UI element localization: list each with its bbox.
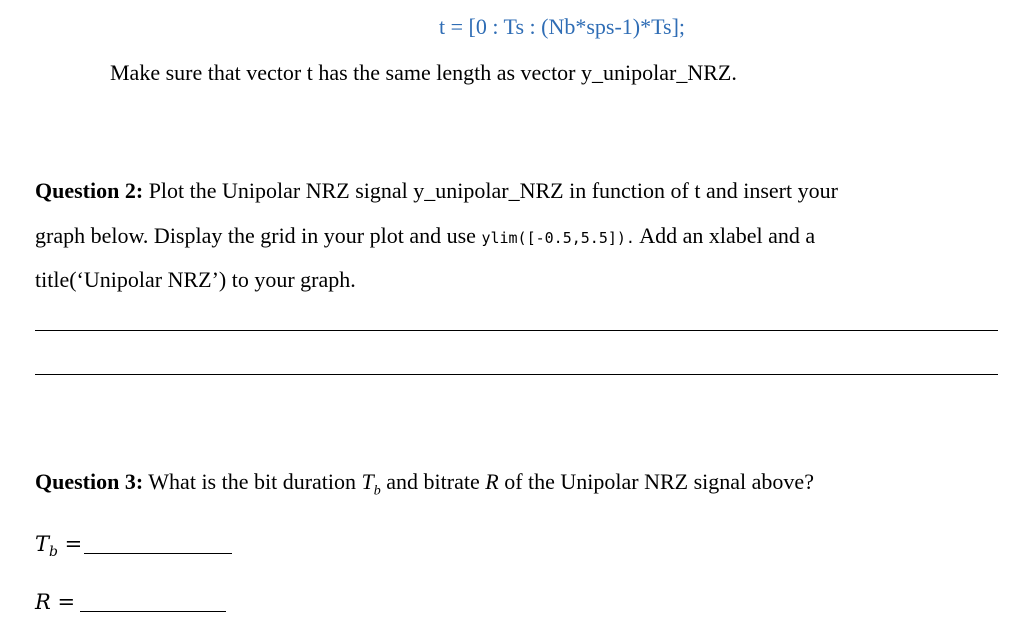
tb-answer-field[interactable] xyxy=(84,553,232,554)
question-3-text-1: What is the bit duration xyxy=(148,469,357,494)
answer-rule-2 xyxy=(35,374,998,375)
tb-answer-label: $T_b$ = xyxy=(35,532,83,560)
question-2-line-2 xyxy=(35,223,815,249)
question-3-number: Question 3: xyxy=(35,469,144,494)
r-variable: R xyxy=(485,469,499,494)
question-2-text-2: graph below. Display the grid in your plot and use xyxy=(35,223,476,248)
answer-rule-1 xyxy=(35,330,998,331)
question-2-text-4: title(‘Unipolar NRZ’) to your graph. xyxy=(35,267,356,292)
question-2-text-3: Add an xlabel and a xyxy=(639,223,816,248)
question-2-text-1: Plot the Unipolar NRZ signal y_unipolar_NRZ in function of t and insert your xyxy=(148,178,838,203)
ylim-code: ylim([-0.5,5.5]). xyxy=(481,229,635,247)
tb-variable: $T_b$ xyxy=(361,469,381,499)
question-2-line-3 xyxy=(35,267,356,293)
code-line: t = [0 : Ts : (Nb*sps-1)*Ts]; xyxy=(438,14,686,39)
length-note: Make sure that vector t has the same length as vector y_unipolar_NRZ. xyxy=(110,60,737,85)
question-2-line-1 xyxy=(35,178,838,204)
r-answer-field[interactable] xyxy=(80,611,226,612)
r-answer-label: R = xyxy=(35,590,76,614)
question-3-text-2: and bitrate xyxy=(386,469,480,494)
question-3-text-3: of the Unipolar NRZ signal above? xyxy=(504,469,814,494)
question-2-number: Question 2: xyxy=(35,178,144,203)
question-3-line xyxy=(35,469,814,499)
